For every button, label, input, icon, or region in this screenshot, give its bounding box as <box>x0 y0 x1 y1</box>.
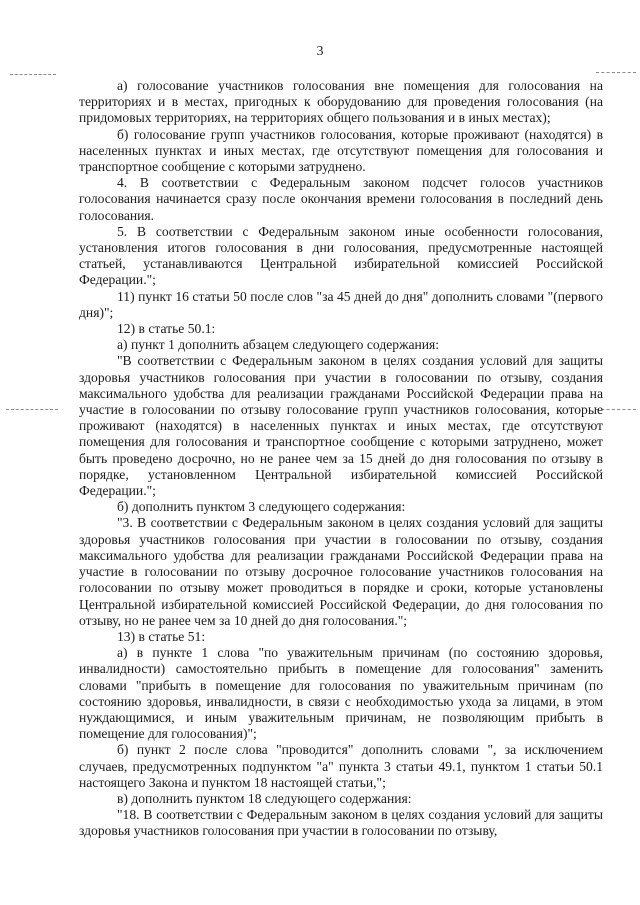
paragraph: "3. В соответствии с Федеральным законом в целях создания условий для защиты здоровья участников голосования при участии в голосовании по отзыву, создания максимального удобства для реализации гражданами Российской Федерации права на участие в голосовании по отзыву досрочное голосование участников голосования на голосовании по отзыву может проводиться в порядке и сроки, которые установлены Центральной избирательной комиссией Российской Федерации, до дня голосования по отзыву, но не ранее чем за 10 дней до дня голосования."; <box>79 515 603 628</box>
paragraph: "В соответствии с Федеральным законом в целях создания условий для защиты здоровья участников голосования при участии в голосовании по отзыву, создания максимального удобства для реализации гражданами Российской Федерации права на участие в голосовании по отзыву голосование групп участников голосования, которые проживают (находятся) в населенных пунктах и иных местах, где отсутствуют помещения для голосования и транспортное сообщение с которыми затруднено, может быть проведено досрочно, но не ранее чем за 15 дней до дня голосования по отзыву в порядке, установленном Центральной избирательной комиссией Российской Федерации."; <box>79 353 603 499</box>
paragraph: а) голосование участников голосования вне помещения для голосования на территориях и в местах, пригодных к оборудованию для проведения голосования (на придомовых территориях, на территориях общего пользования и в иных местах); <box>79 78 603 126</box>
left-margin-mark <box>10 74 56 75</box>
paragraph: "18. В соответствии с Федеральным законом в целях создания условий для защиты здоровья участников голосования при участии в голосовании по отзыву, <box>79 807 603 839</box>
paragraph: а) пункт 1 дополнить абзацем следующего содержания: <box>117 337 440 353</box>
left-margin-mark <box>6 409 58 410</box>
paragraph: б) голосование групп участников голосования, которые проживают (находятся) в населенных пунктах и иных местах, где отсутствуют помещения для голосования и транспортное сообщение с которыми затруднено. <box>79 126 603 175</box>
paragraph: 13) в статье 51: <box>117 628 206 644</box>
paragraph: а) в пункте 1 слова "по уважительным причинам (по состоянию здоровья, инвалидности) самостоятельно прибыть в помещение для голосования" заменить словами "прибыть в помещение для голосования по уважительным причинам (по состоянию здоровья, инвалидности, в связи с необходимостью ухода за лицами, в этом нуждающимися, и иным уважительным причинам, не позволяющим прибыть в помещение для голосования)"; <box>79 645 603 742</box>
paragraph: б) пункт 2 после слова "проводится" дополнить словами ", за исключением случаев, предусмотренных подпунктом "а" пункта 3 статьи 49.1, пунктом 1 статьи 50.1 настоящего Закона и пунктом 18 настоящей статьи,"; <box>79 742 603 790</box>
paragraph: 5. В соответствии с Федеральным законом иные особенности голосования, установления итогов голосования в дни голосования, предусмотренные настоящей статьей, устанавливаются Центральной избирательной комиссией Российской Федерации."; <box>79 223 603 288</box>
paragraph: в) дополнить пунктом 18 следующего содержания: <box>117 790 412 806</box>
paragraph: б) дополнить пунктом 3 следующего содержания: <box>117 499 406 515</box>
page-number: 3 <box>316 44 324 59</box>
right-margin-mark <box>596 72 636 73</box>
paragraph: 12) в статье 50.1: <box>117 321 216 337</box>
document-body <box>79 78 603 840</box>
paragraph: 4. В соответствии с Федеральным законом подсчет голосов участников голосования начинается сразу после окончания времени голосования в последний день голосования. <box>79 175 603 223</box>
paragraph: 11) пункт 16 статьи 50 после слов "за 45 дней до дня" дополнить словами "(первого дня)"; <box>79 288 603 320</box>
